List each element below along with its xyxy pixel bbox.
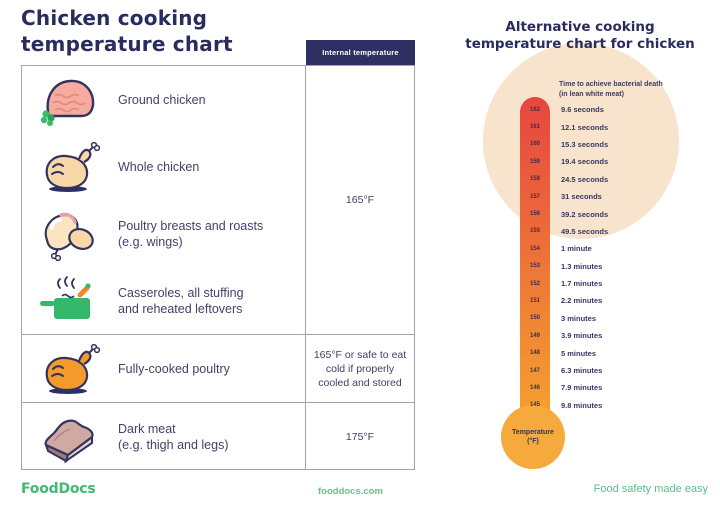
thermometer-level (520, 223, 608, 240)
temperature-cell: 165°F or safe to eat cold if properly cooled and stored (305, 335, 414, 402)
temperature-value: 148 (529, 350, 540, 357)
alt-chart-title (440, 19, 720, 53)
time-value: 15.3 seconds (561, 139, 609, 149)
ground-chicken-icon (22, 72, 118, 128)
food-label: Whole chicken (118, 159, 200, 174)
thermometer-level (520, 118, 608, 135)
thermometer-legend-line2: (in lean white meat) (559, 91, 624, 98)
thermometer-bulb (501, 405, 565, 469)
food-label: Ground chicken (118, 92, 206, 107)
time-value: 12.1 seconds (561, 122, 609, 132)
temperature-value: 152 (529, 280, 540, 287)
table-row (22, 403, 305, 470)
alt-chart-title-line2: temperature chart for chicken (465, 36, 695, 52)
table-group (22, 66, 414, 334)
bulb-label-line2: (°F) (527, 438, 539, 445)
page-title (21, 5, 233, 57)
time-value: 9.6 seconds (561, 105, 604, 115)
thermometer-level (520, 136, 608, 153)
table-row (22, 200, 305, 267)
thermometer-scale (520, 101, 608, 414)
temperature-value: 160 (529, 141, 540, 148)
table-row (22, 335, 305, 402)
thermometer-legend (559, 80, 663, 100)
temperature-value: 147 (529, 367, 540, 374)
thermometer-level (520, 153, 608, 170)
temperature-value: 161 (529, 124, 540, 131)
thermometer-level (520, 205, 608, 222)
time-value: 1 minute (561, 244, 592, 254)
thermometer-level (520, 344, 608, 361)
fooddocs-logo: FoodDocs (21, 481, 96, 497)
time-value: 39.2 seconds (561, 209, 609, 219)
temperature-cell: 165°F (305, 66, 414, 334)
time-value: 24.5 seconds (561, 174, 609, 184)
time-value: 19.4 seconds (561, 157, 609, 167)
time-value: 49.5 seconds (561, 226, 609, 236)
temperature-value: 150 (529, 315, 540, 322)
temperature-value: 156 (529, 211, 540, 218)
whole-chicken-icon (22, 139, 118, 195)
thermometer-level (520, 240, 608, 257)
time-value: 7.9 minutes (561, 383, 603, 393)
temperature-value: 159 (529, 158, 540, 165)
website-link[interactable]: fooddocs.com (318, 486, 383, 497)
temperature-value: 162 (529, 106, 540, 113)
food-label: Fully-cooked poultry (118, 361, 230, 376)
temperature-value: 155 (529, 228, 540, 235)
time-value: 5 minutes (561, 348, 597, 358)
time-value: 2.2 minutes (561, 296, 603, 306)
table-row (22, 66, 305, 133)
thermometer-level (520, 379, 608, 396)
temperature-value: 158 (529, 176, 540, 183)
food-table (21, 65, 415, 470)
time-value: 3 minutes (561, 313, 597, 323)
time-value: 1.3 minutes (561, 261, 603, 271)
time-value: 3.9 minutes (561, 331, 603, 341)
alt-chart-title-line1: Alternative cooking (505, 19, 655, 35)
casserole-icon (22, 273, 118, 329)
tagline: Food safety made easy (593, 483, 708, 495)
food-label: Casseroles, all stuffing and reheated leftovers (118, 285, 244, 316)
thermometer-level (520, 258, 608, 275)
temperature-value: 153 (529, 263, 540, 270)
time-value: 1.7 minutes (561, 279, 603, 289)
internal-temperature-header: Internal temperature (306, 40, 415, 65)
time-value: 6.3 minutes (561, 366, 603, 376)
temperature-value: 151 (529, 297, 540, 304)
thermometer-level (520, 292, 608, 309)
table-row (22, 267, 305, 334)
thermometer-level (520, 397, 608, 414)
bulb-label-line1: Temperature (512, 429, 554, 436)
food-label: Dark meat (e.g. thigh and legs) (118, 421, 229, 452)
temperature-value: 145 (529, 402, 540, 409)
thermometer-legend-line1: Time to achieve bacterial death (559, 81, 663, 88)
temperature-value: 154 (529, 245, 540, 252)
thermometer-level (520, 362, 608, 379)
table-row (22, 133, 305, 200)
thermometer-level (520, 275, 608, 292)
temperature-cell: 175°F (305, 403, 414, 470)
page-title-line2: temperature chart (21, 32, 233, 56)
thermometer-level (520, 327, 608, 344)
temperature-value: 149 (529, 332, 540, 339)
table-group (22, 334, 414, 402)
thermometer-level (520, 188, 608, 205)
food-label: Poultry breasts and roasts (e.g. wings) (118, 218, 264, 249)
time-value: 9.8 minutes (561, 400, 603, 410)
time-value: 31 seconds (561, 192, 602, 202)
temperature-value: 146 (529, 384, 540, 391)
thermometer-level (520, 310, 608, 327)
poultry-breast-icon (22, 206, 118, 262)
thermometer-level (520, 101, 608, 118)
thermometer-level (520, 171, 608, 188)
page-title-line1: Chicken cooking (21, 6, 208, 30)
cooked-poultry-icon (22, 341, 118, 397)
table-group (22, 402, 414, 470)
dark-meat-icon (22, 409, 118, 465)
temperature-value: 157 (529, 193, 540, 200)
